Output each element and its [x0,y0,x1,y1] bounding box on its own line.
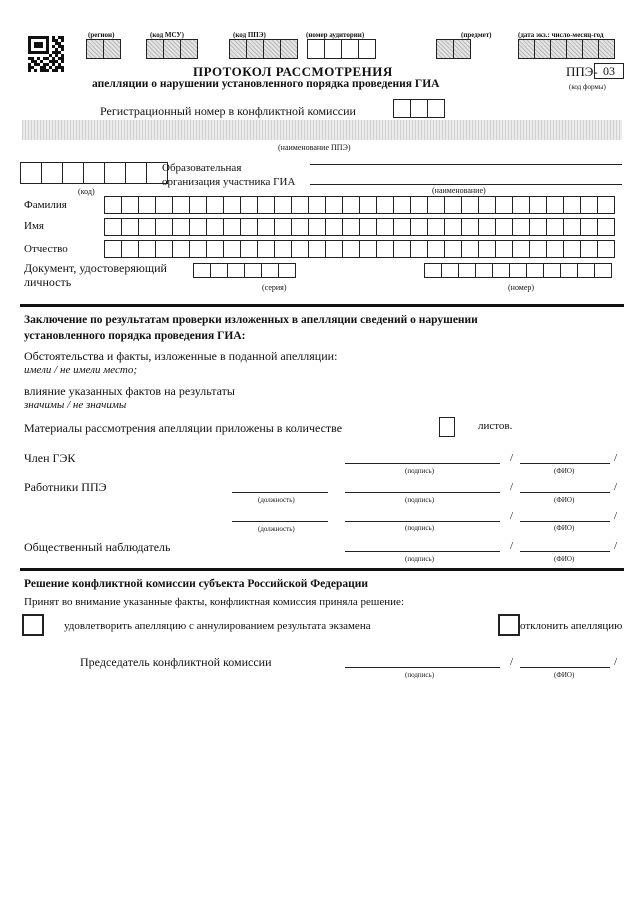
auditorium-label: (номер аудитории) [306,31,365,39]
letter-cell[interactable] [458,263,476,278]
worker1-fio-label: (ФИО) [554,496,575,504]
letter-cell[interactable] [274,196,292,214]
letter-cell[interactable] [427,218,445,236]
letter-cell[interactable] [257,240,275,258]
letter-cell[interactable] [597,240,615,258]
observer-signature-line[interactable] [345,551,500,552]
letter-cell[interactable] [172,240,190,258]
doc-label-1: Документ, удостоверяющий [24,261,167,275]
worker1-position-label: (должность) [258,496,295,504]
letter-cell[interactable] [342,218,360,236]
sheets-label: листов. [478,420,513,432]
reject-label: отклонить апелляцию [520,620,623,632]
letter-cell[interactable] [138,240,156,258]
letter-cell[interactable] [121,218,139,236]
letter-cell[interactable] [206,196,224,214]
observer-fio-line[interactable] [520,551,610,552]
reject-checkbox[interactable] [498,614,520,636]
letter-cell[interactable] [240,240,258,258]
worker2-signature-line[interactable] [345,521,500,522]
letter-cell[interactable] [492,263,510,278]
letter-cell[interactable] [155,218,173,236]
letter-cell[interactable] [495,218,513,236]
msu-cells[interactable] [146,39,197,59]
auditorium-cells[interactable] [307,39,375,59]
letter-cell[interactable] [444,196,462,214]
letter-cell[interactable] [278,263,296,278]
letter-cell[interactable] [495,240,513,258]
letter-cell[interactable] [359,218,377,236]
letter-cell[interactable] [308,240,326,258]
letter-cell[interactable] [478,218,496,236]
letter-cell[interactable] [308,196,326,214]
letter-cell[interactable] [376,196,394,214]
letter-cell[interactable] [206,218,224,236]
letter-cell[interactable] [104,218,122,236]
letter-cell[interactable] [427,196,445,214]
letter-cell[interactable] [461,218,479,236]
letter-cell[interactable] [240,218,258,236]
conclusion-heading-2: установленного порядка проведения ГИА: [24,330,246,342]
letter-cell[interactable] [138,218,156,236]
worker2-signature-label: (подпись) [405,524,435,532]
sheets-count-box[interactable] [439,417,455,437]
letter-cell[interactable] [529,240,547,258]
letter-cell[interactable] [172,218,190,236]
letter-cell[interactable] [580,240,598,258]
letter-cell[interactable] [189,218,207,236]
first-name-cells[interactable] [104,218,614,236]
letter-cell[interactable] [376,240,394,258]
letter-cell[interactable] [104,240,122,258]
letter-cell[interactable] [291,196,309,214]
conclusion-heading-1: Заключение по результатам проверки изложенных в апелляции сведений о нарушении [24,314,478,326]
letter-cell[interactable] [495,196,513,214]
region-label: (регион) [88,31,115,39]
worker2-position-label: (должность) [258,525,295,533]
letter-cell[interactable] [580,218,598,236]
influence-label: влияние указанных фактов на результаты [24,384,235,398]
letter-cell[interactable] [410,196,428,214]
letter-cell[interactable] [121,196,139,214]
letter-cell[interactable] [291,218,309,236]
gek-fio-line[interactable] [520,463,610,464]
letter-cell[interactable] [424,263,442,278]
form-code-box: 03 [594,63,624,79]
ppe-name-field[interactable] [22,120,622,140]
member-gek-label: Член ГЭК [24,451,76,465]
letter-cell[interactable] [359,240,377,258]
letter-cell[interactable] [560,263,578,278]
letter-cell[interactable] [240,196,258,214]
letter-cell[interactable] [138,196,156,214]
letter-cell[interactable] [393,240,411,258]
letter-cell[interactable] [342,240,360,258]
letter-cell[interactable] [478,240,496,258]
gek-signature-label: (подпись) [405,467,435,475]
org-code-cells[interactable] [20,162,167,184]
letter-cell[interactable] [325,218,343,236]
worker1-signature-label: (подпись) [405,496,435,504]
region-cells[interactable] [86,39,120,59]
observer-fio-label: (ФИО) [554,555,575,563]
msu-label: (код МСУ) [150,31,184,39]
letter-cell[interactable] [563,196,581,214]
letter-cell[interactable] [526,263,544,278]
ppe-workers-label: Работники ППЭ [24,480,107,494]
section-divider [20,304,624,307]
letter-cell[interactable] [597,196,615,214]
letter-cell[interactable] [104,196,122,214]
observer-label: Общественный наблюдатель [24,540,171,554]
letter-cell[interactable] [444,240,462,258]
letter-cell[interactable] [393,218,411,236]
letter-cell[interactable] [189,196,207,214]
letter-cell[interactable] [427,240,445,258]
patronymic-label: Отчество [24,243,68,255]
letter-cell[interactable] [475,263,493,278]
letter-cell[interactable] [257,218,275,236]
letter-cell[interactable] [393,196,411,214]
letter-cell[interactable] [546,196,564,214]
doc-label-2: личность [24,275,72,289]
letter-cell[interactable] [261,263,279,278]
org-code-label: (код) [78,187,95,196]
letter-cell[interactable] [342,196,360,214]
letter-cell[interactable] [227,263,245,278]
observer-signature-label: (подпись) [405,555,435,563]
org-label-1: Образовательная [162,162,242,174]
subject-cells[interactable] [436,39,470,59]
page-title: ПРОТОКОЛ РАССМОТРЕНИЯ [193,64,393,79]
letter-cell[interactable] [359,196,377,214]
letter-cell[interactable] [594,263,612,278]
chairman-fio-line[interactable] [520,667,610,668]
letter-cell[interactable] [274,240,292,258]
letter-cell[interactable] [291,240,309,258]
worker1-position-line[interactable] [232,492,328,493]
letter-cell[interactable] [325,196,343,214]
letter-cell[interactable] [529,218,547,236]
chairman-signature-label: (подпись) [405,671,435,679]
doc-series-cells[interactable] [193,263,295,278]
surname-cells[interactable] [104,196,614,214]
letter-cell[interactable] [189,240,207,258]
worker1-fio-line[interactable] [520,492,610,493]
ppe-code-cells[interactable] [229,39,297,59]
letter-cell[interactable] [274,218,292,236]
letter-cell[interactable] [461,240,479,258]
doc-number-cells[interactable] [424,263,611,278]
letter-cell[interactable] [512,240,530,258]
letter-cell[interactable] [461,196,479,214]
letter-cell[interactable] [223,196,241,214]
letter-cell[interactable] [325,240,343,258]
letter-cell[interactable] [223,218,241,236]
letter-cell[interactable] [444,218,462,236]
patronymic-cells[interactable] [104,240,614,258]
letter-cell[interactable] [410,240,428,258]
registration-cells[interactable] [393,99,444,118]
letter-cell[interactable] [257,196,275,214]
worker1-signature-line[interactable] [345,492,500,493]
ppe-name-label: (наименование ППЭ) [278,143,351,152]
first-name-label: Имя [24,220,44,232]
letter-cell[interactable] [512,218,530,236]
letter-cell[interactable] [155,196,173,214]
letter-cell[interactable] [580,196,598,214]
satisfy-label: удовлетворить апелляцию с аннулированием результата экзамена [64,620,371,632]
number-label: (номер) [508,283,535,292]
subject-label: (предмет) [461,31,492,39]
letter-cell[interactable] [546,240,564,258]
letter-cell[interactable] [223,240,241,258]
form-code-label: (код формы) [569,83,606,91]
registration-label: Регистрационный номер в конфликтной комиссии [100,104,356,118]
form-prefix: ППЭ- [566,64,598,79]
gek-fio-label: (ФИО) [554,467,575,475]
decision-heading: Решение конфликтной комиссии субъекта Российской Федерации [24,578,368,590]
ppe-code-label: (код ППЭ) [233,31,266,39]
letter-cell[interactable] [308,218,326,236]
exam-date-cells[interactable] [518,39,614,59]
qr-code [28,36,64,72]
chairman-signature-line[interactable] [345,667,500,668]
letter-cell[interactable] [410,218,428,236]
letter-cell[interactable] [244,263,262,278]
worker2-fio-line[interactable] [520,521,610,522]
worker2-position-line[interactable] [232,521,328,522]
letter-cell[interactable] [172,196,190,214]
letter-cell[interactable] [597,218,615,236]
letter-cell[interactable] [509,263,527,278]
letter-cell[interactable] [563,240,581,258]
series-label: (серия) [262,283,287,292]
facts-options[interactable]: имели / не имели место; [24,364,137,376]
chairman-fio-label: (ФИО) [554,671,575,679]
letter-cell[interactable] [529,196,547,214]
letter-cell[interactable] [563,218,581,236]
org-label-2: организация участника ГИА [162,176,296,188]
satisfy-checkbox[interactable] [22,614,44,636]
page-subtitle: апелляции о нарушении установленного порядка проведения ГИА [92,78,440,90]
letter-cell[interactable] [512,196,530,214]
chairman-label: Председатель конфликтной комиссии [80,655,272,669]
letter-cell[interactable] [376,218,394,236]
letter-cell[interactable] [478,196,496,214]
surname-label: Фамилия [24,199,67,211]
worker2-fio-label: (ФИО) [554,524,575,532]
letter-cell[interactable] [121,240,139,258]
org-name-label: (наименование) [432,186,486,195]
gek-signature-line[interactable] [345,463,500,464]
decision-intro: Принят во внимание указанные факты, конфликтная комиссия приняла решение: [24,596,404,608]
letter-cell[interactable] [441,263,459,278]
letter-cell[interactable] [210,263,228,278]
letter-cell[interactable] [546,218,564,236]
section-divider-2 [20,568,624,571]
letter-cell[interactable] [543,263,561,278]
exam-date-label: (дата экз.: число-месяц-год [518,31,604,39]
influence-options[interactable]: значимы / не значимы [24,399,127,411]
letter-cell[interactable] [193,263,211,278]
materials-label: Материалы рассмотрения апелляции приложены в количестве [24,421,343,435]
letter-cell[interactable] [155,240,173,258]
facts-label: Обстоятельства и факты, изложенные в поданной апелляции: [24,349,338,363]
org-name-field[interactable] [310,184,622,185]
letter-cell[interactable] [577,263,595,278]
letter-cell[interactable] [206,240,224,258]
